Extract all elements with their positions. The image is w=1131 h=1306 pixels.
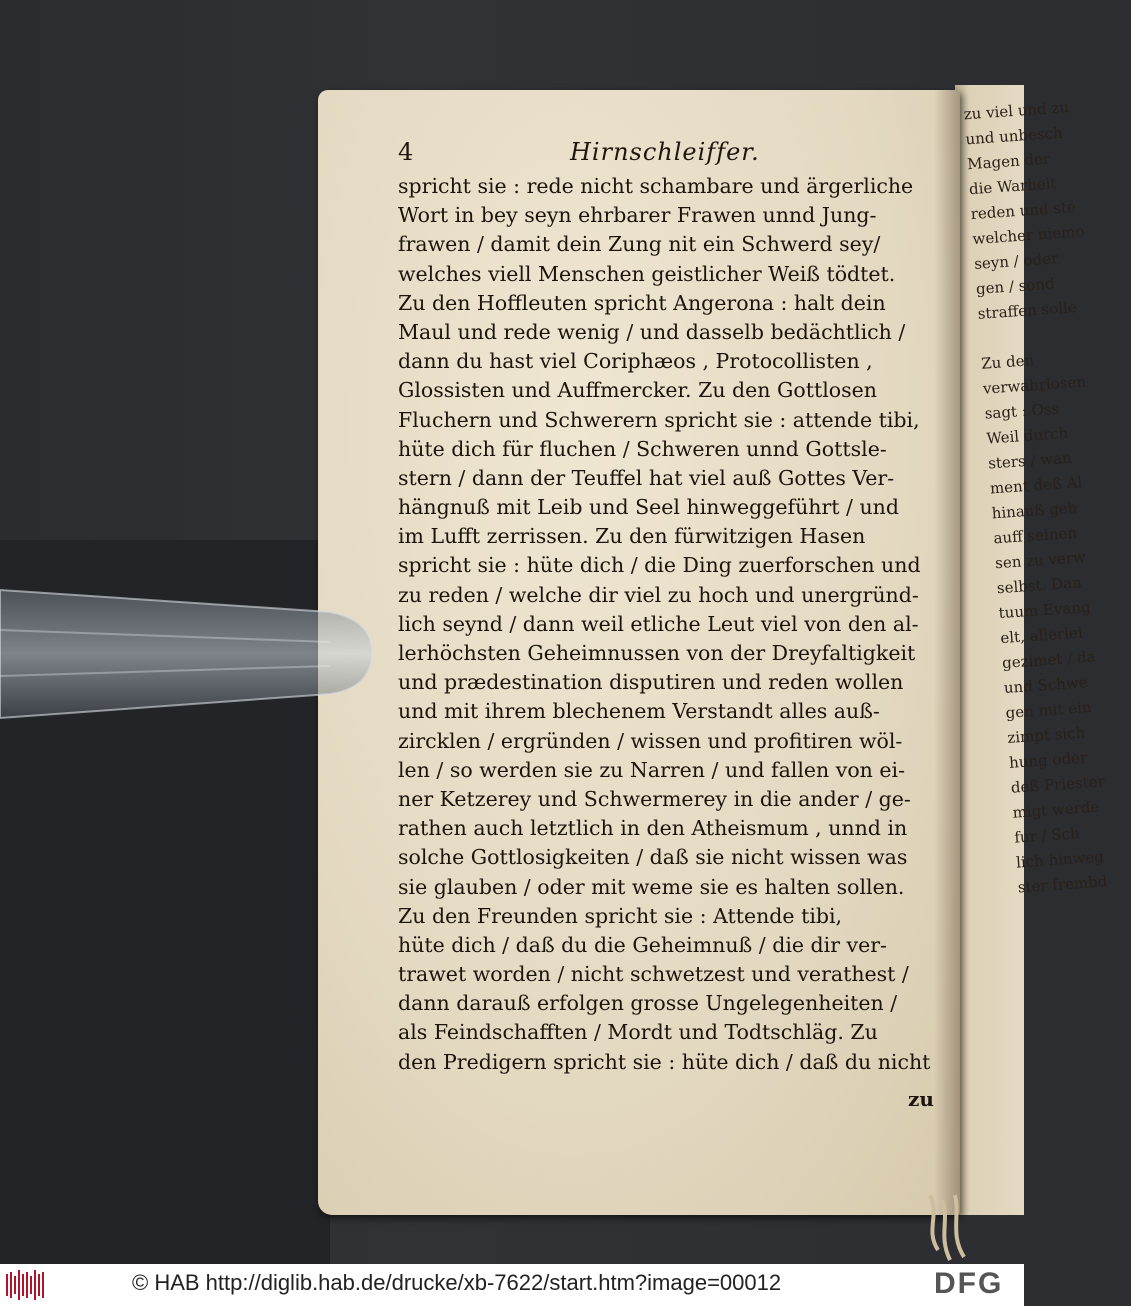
text-line: rathen auch letztlich in den Atheismum , unnd in (398, 816, 908, 841)
text-line: trawet worden / nicht schwetzest und verathest / (398, 962, 909, 987)
facing-text-line: verwahrlosen (982, 372, 1087, 398)
facing-text-line: seyn / oder (973, 249, 1059, 274)
facing-text-line: ment deß Al (989, 473, 1083, 498)
facing-text-line: reden und ste (970, 197, 1077, 224)
dfg-logo: DFG (934, 1267, 1004, 1300)
text-line: zircklen / ergründen / wissen und profitiren wöl- (398, 728, 903, 753)
facing-text-line: fur / Sch (1013, 824, 1081, 847)
facing-page-text (955, 98, 1108, 901)
text-line: zu reden / welche dir viel zu hoch und unergründ- (398, 582, 919, 607)
text-line: solche Gottlosigkeiten / daß sie nicht wissen was (398, 845, 908, 870)
facing-text-line: gen / sond (975, 274, 1056, 298)
catchword: zu (908, 1087, 934, 1111)
text-line: spricht sie : hüte dich / die Ding zuerforschen und (398, 553, 921, 578)
page-number: 4 (398, 138, 414, 166)
text-line: len / so werden sie zu Narren / und fallen von ei- (398, 757, 906, 782)
facing-text-line: die Warheit (968, 174, 1058, 199)
facing-text-line: und unbesch (964, 123, 1064, 149)
text-line: Zu den Freunden spricht sie : Attende tibi, (398, 903, 843, 928)
text-line: Maul und rede wenig / und dasselb bedächtlich / (398, 319, 906, 344)
facing-text-line: straffen solle (977, 298, 1078, 323)
text-line: hüte dich für fluchen / Schweren unnd Gottsle- (398, 436, 887, 461)
text-line: und prædestination disputiren und reden wollen (398, 670, 904, 695)
facing-text-line: Magen der (966, 149, 1051, 174)
text-line: sie glauben / oder mit weme sie es halten sollen. (398, 874, 905, 899)
facing-text-line: und Schwe (1003, 673, 1089, 697)
facing-text-line: migt werde (1012, 797, 1100, 822)
text-line: und mit ihrem blechenem Verstandt alles auß- (398, 699, 880, 724)
facing-text-line: Weil durch (985, 423, 1069, 448)
text-line: frawen / damit dein Zung nit ein Schwerd sey/ (398, 232, 881, 257)
facing-text-line: welcher niemo (971, 222, 1085, 249)
text-line: im Lufft zerrissen. Zu den fürwitzigen Hasen (398, 524, 866, 549)
facing-text-line: gezimet / da (1001, 647, 1097, 673)
facing-text-line: sen zu verw (994, 548, 1087, 573)
facing-text-line: ster frembd (1017, 872, 1108, 897)
text-line: hängnuß mit Leib und Seel hinweggeführt / und (398, 495, 899, 520)
running-title: Hirnschleiffer. (570, 138, 760, 166)
text-line: Wort in bey seyn ehrbarer Frawen unnd Jung- (398, 203, 877, 228)
facing-page (955, 85, 1108, 1215)
facing-text-line: elt, allerlei (999, 623, 1084, 648)
facing-text-line: deß Priester (1010, 772, 1106, 797)
page-header (398, 138, 938, 174)
text-line: welches viell Menschen geistlicher Weiß tödtet. (398, 261, 896, 286)
facing-text-line: sagt : Oss (984, 399, 1060, 423)
text-line: hüte dich / daß du die Geheimnuß / die dir ver- (398, 932, 887, 957)
facing-text-line: tuum Evang (998, 597, 1092, 623)
facing-text-line: selbst. Dan (996, 573, 1083, 598)
hab-barcode-logo (6, 1270, 46, 1300)
binding-thread (920, 1195, 980, 1265)
text-line: dann du hast viel Coriphæos , Protocollisten , (398, 349, 873, 374)
text-line: Fluchern und Schwerern spricht sie : attende tibi, (398, 407, 920, 432)
text-line: Glossisten und Auffmercker. Zu den Gottlosen (398, 378, 877, 403)
facing-text-line: zimpt sich (1006, 723, 1086, 747)
facing-text-line: sters / wan (987, 448, 1073, 473)
facing-text-line: lich hinweg (1015, 847, 1105, 872)
text-line: Zu den Hoffleuten spricht Angerona : halt dein (398, 290, 886, 315)
footer-bar (0, 1264, 1024, 1306)
facing-text-line: gen mit ein (1005, 697, 1093, 722)
page-clamp-strip (0, 590, 380, 720)
body-text (398, 172, 938, 1077)
text-line: dann darauß erfolgen grosse Ungelegenheiten / (398, 991, 898, 1016)
text-line: lerhöchsten Geheimnussen von der Dreyfaltigkeit (398, 641, 916, 665)
text-line: spricht sie : rede nicht schambare und ärgerliche (398, 174, 914, 198)
facing-text-line: auff seinen (992, 523, 1078, 548)
text-line: als Feindschafften / Mordt und Todtschläg. Zu (398, 1020, 878, 1045)
facing-text-line: hinauß geh (991, 498, 1078, 523)
facing-text-line: Zu den (980, 351, 1035, 373)
footer-copyright-link[interactable]: © HAB http://diglib.hab.de/drucke/xb-7622/start.htm?image=00012 (132, 1270, 782, 1295)
text-line: lich seynd / dann weil etliche Leut viel von den al- (398, 611, 919, 636)
facing-text-line: zu viel und zu (963, 98, 1070, 124)
text-line: ner Ketzerey und Schwermerey in die ander / ge- (398, 786, 911, 811)
text-line: den Predigern spricht sie : hüte dich / daß du nicht (398, 1049, 931, 1074)
facing-text-line: hung oder (1008, 748, 1088, 772)
text-line: stern / dann der Teuffel hat viel auß Gottes Ver- (398, 465, 895, 490)
